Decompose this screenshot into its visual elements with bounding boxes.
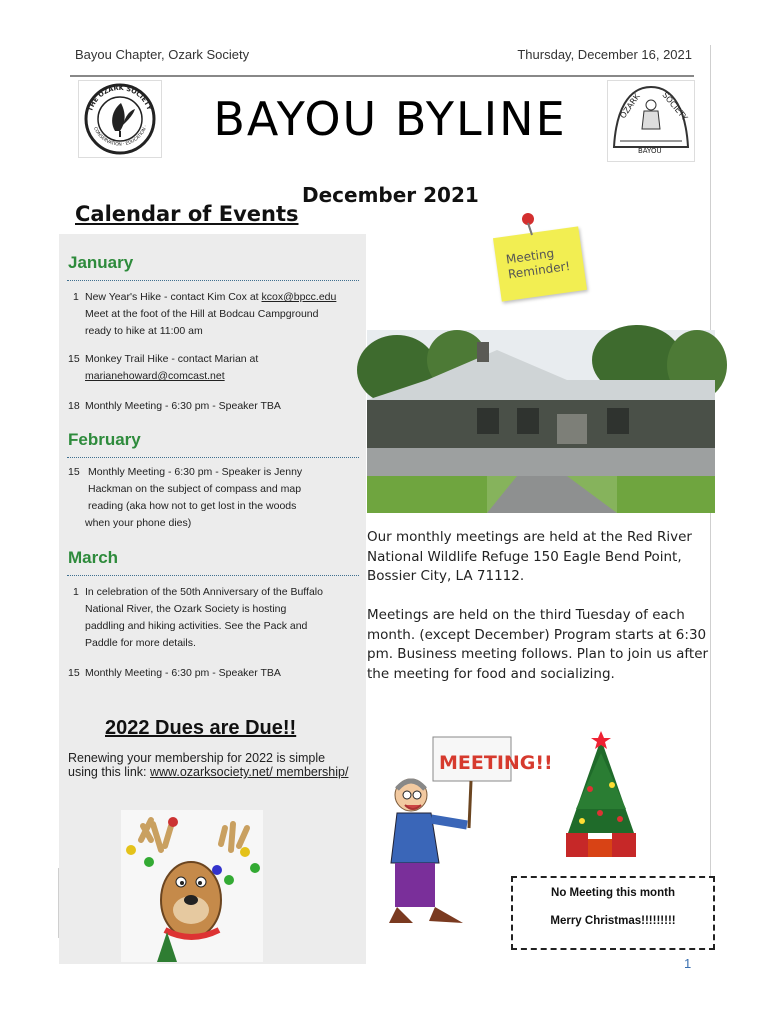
month-divider	[67, 457, 359, 458]
month-march-heading: March	[68, 548, 119, 567]
event-text: Monthly Meeting - 6:30 pm - Speaker TBA	[85, 667, 281, 679]
event-day: 1	[73, 291, 79, 303]
event-text: Monkey Trail Hike - contact Marian at	[85, 353, 259, 365]
christmas-tree-illustration	[560, 729, 642, 861]
kim-cox-email-link[interactable]: kcox@bpcc.edu	[261, 291, 337, 303]
dues-heading: 2022 Dues are Due!!	[105, 717, 297, 739]
no-meeting-notice	[511, 876, 715, 950]
calendar-heading: Calendar of Events	[75, 202, 299, 226]
refuge-building-photo	[367, 330, 715, 513]
month-january-heading: January	[68, 253, 134, 272]
event-monkey-trail-hike	[68, 351, 363, 385]
chapter-name: Bayou Chapter, Ozark Society	[75, 47, 250, 62]
meeting-sign-text: MEETING!!	[439, 752, 553, 774]
event-february-meeting	[68, 464, 363, 532]
notice-line-2: Merry Christmas!!!!!!!!!	[550, 915, 676, 927]
svg-text:SOCIETY: SOCIETY	[660, 90, 690, 123]
event-text: New Year's Hike - contact Kim Cox at	[85, 291, 262, 303]
reindeer-illustration	[121, 810, 263, 962]
event-day: 15	[68, 466, 80, 478]
event-text: Monthly Meeting - 6:30 pm - Speaker is Jenny	[88, 466, 303, 478]
bayou-chapter-badge-logo	[607, 80, 695, 162]
event-detail-line: Hackman on the subject of compass and map	[88, 483, 302, 495]
sticky-note-text: Meeting Reminder!	[505, 246, 572, 282]
event-buffalo-river-anniversary	[68, 584, 363, 652]
svg-text:CONSERVATION · EDUCATION · REC: CONSERVATION · EDUCATION ·	[92, 124, 149, 148]
event-detail-line: paddling and hiking activities. See the Pack and	[85, 620, 308, 632]
event-new-years-hike	[68, 289, 363, 340]
svg-text:THE OZARK SOCIETY: THE OZARK SOCIETY	[86, 83, 154, 113]
month-divider	[67, 575, 359, 576]
event-detail-line: Paddle for more details.	[85, 637, 196, 649]
month-february-heading: February	[68, 430, 141, 449]
svg-text:OZARK: OZARK	[618, 91, 642, 121]
issue-month-heading: December 2021	[302, 183, 479, 207]
event-january-meeting	[68, 398, 363, 415]
event-detail-line: Meet at the foot of the Hill at Bodcau Campground	[85, 308, 319, 320]
dues-body: Renewing your membership for 2022 is simple using this link:	[68, 751, 326, 779]
event-text: In celebration of the 50th Anniversary of the Buffalo	[85, 586, 323, 598]
header-rule	[70, 75, 694, 77]
month-divider	[67, 280, 359, 281]
membership-link[interactable]: www.ozarksociety.net/ membership/	[149, 765, 349, 779]
svg-text:BAYOU: BAYOU	[638, 147, 662, 155]
meeting-reminder-sticky-note	[493, 226, 587, 301]
event-detail-line: reading (aka how not to get lost in the woods	[88, 500, 297, 512]
meeting-schedule-text: Meetings are held on the third Tuesday of each month. (except December) Program starts at 6:30 pm. Business meeting follows. Plan to join us after the meeting for food and socializing.	[367, 607, 709, 682]
ozark-society-seal-logo	[78, 80, 162, 158]
pushpin-icon	[518, 211, 542, 237]
meeting-location-text: Our monthly meetings are held at the Red River National Wildlife Refuge 150 Eagle Bend Point, Bossier City, LA 71112.	[367, 529, 692, 584]
event-detail-line: when your phone dies)	[85, 517, 192, 529]
dues-text	[68, 751, 358, 779]
marian-email-link[interactable]: marianehoward@comcast.net	[85, 370, 225, 382]
notice-line-1: No Meeting this month	[551, 887, 675, 899]
meeting-sign-cartoon	[383, 733, 553, 933]
event-day: 1	[73, 586, 79, 598]
event-day: 15	[68, 353, 80, 365]
page-number: 1	[684, 956, 692, 971]
event-detail-line: National River, the Ozark Society is hosting	[85, 603, 287, 615]
event-detail-line: ready to hike at 11:00 am	[85, 325, 203, 337]
issue-date: Thursday, December 16, 2021	[517, 47, 692, 62]
newsletter-title: BAYOU BYLINE	[213, 92, 567, 146]
event-march-meeting	[68, 665, 363, 682]
event-day: 15	[68, 667, 80, 679]
event-text: Monthly Meeting - 6:30 pm - Speaker TBA	[85, 400, 281, 412]
event-day: 18	[68, 400, 80, 412]
